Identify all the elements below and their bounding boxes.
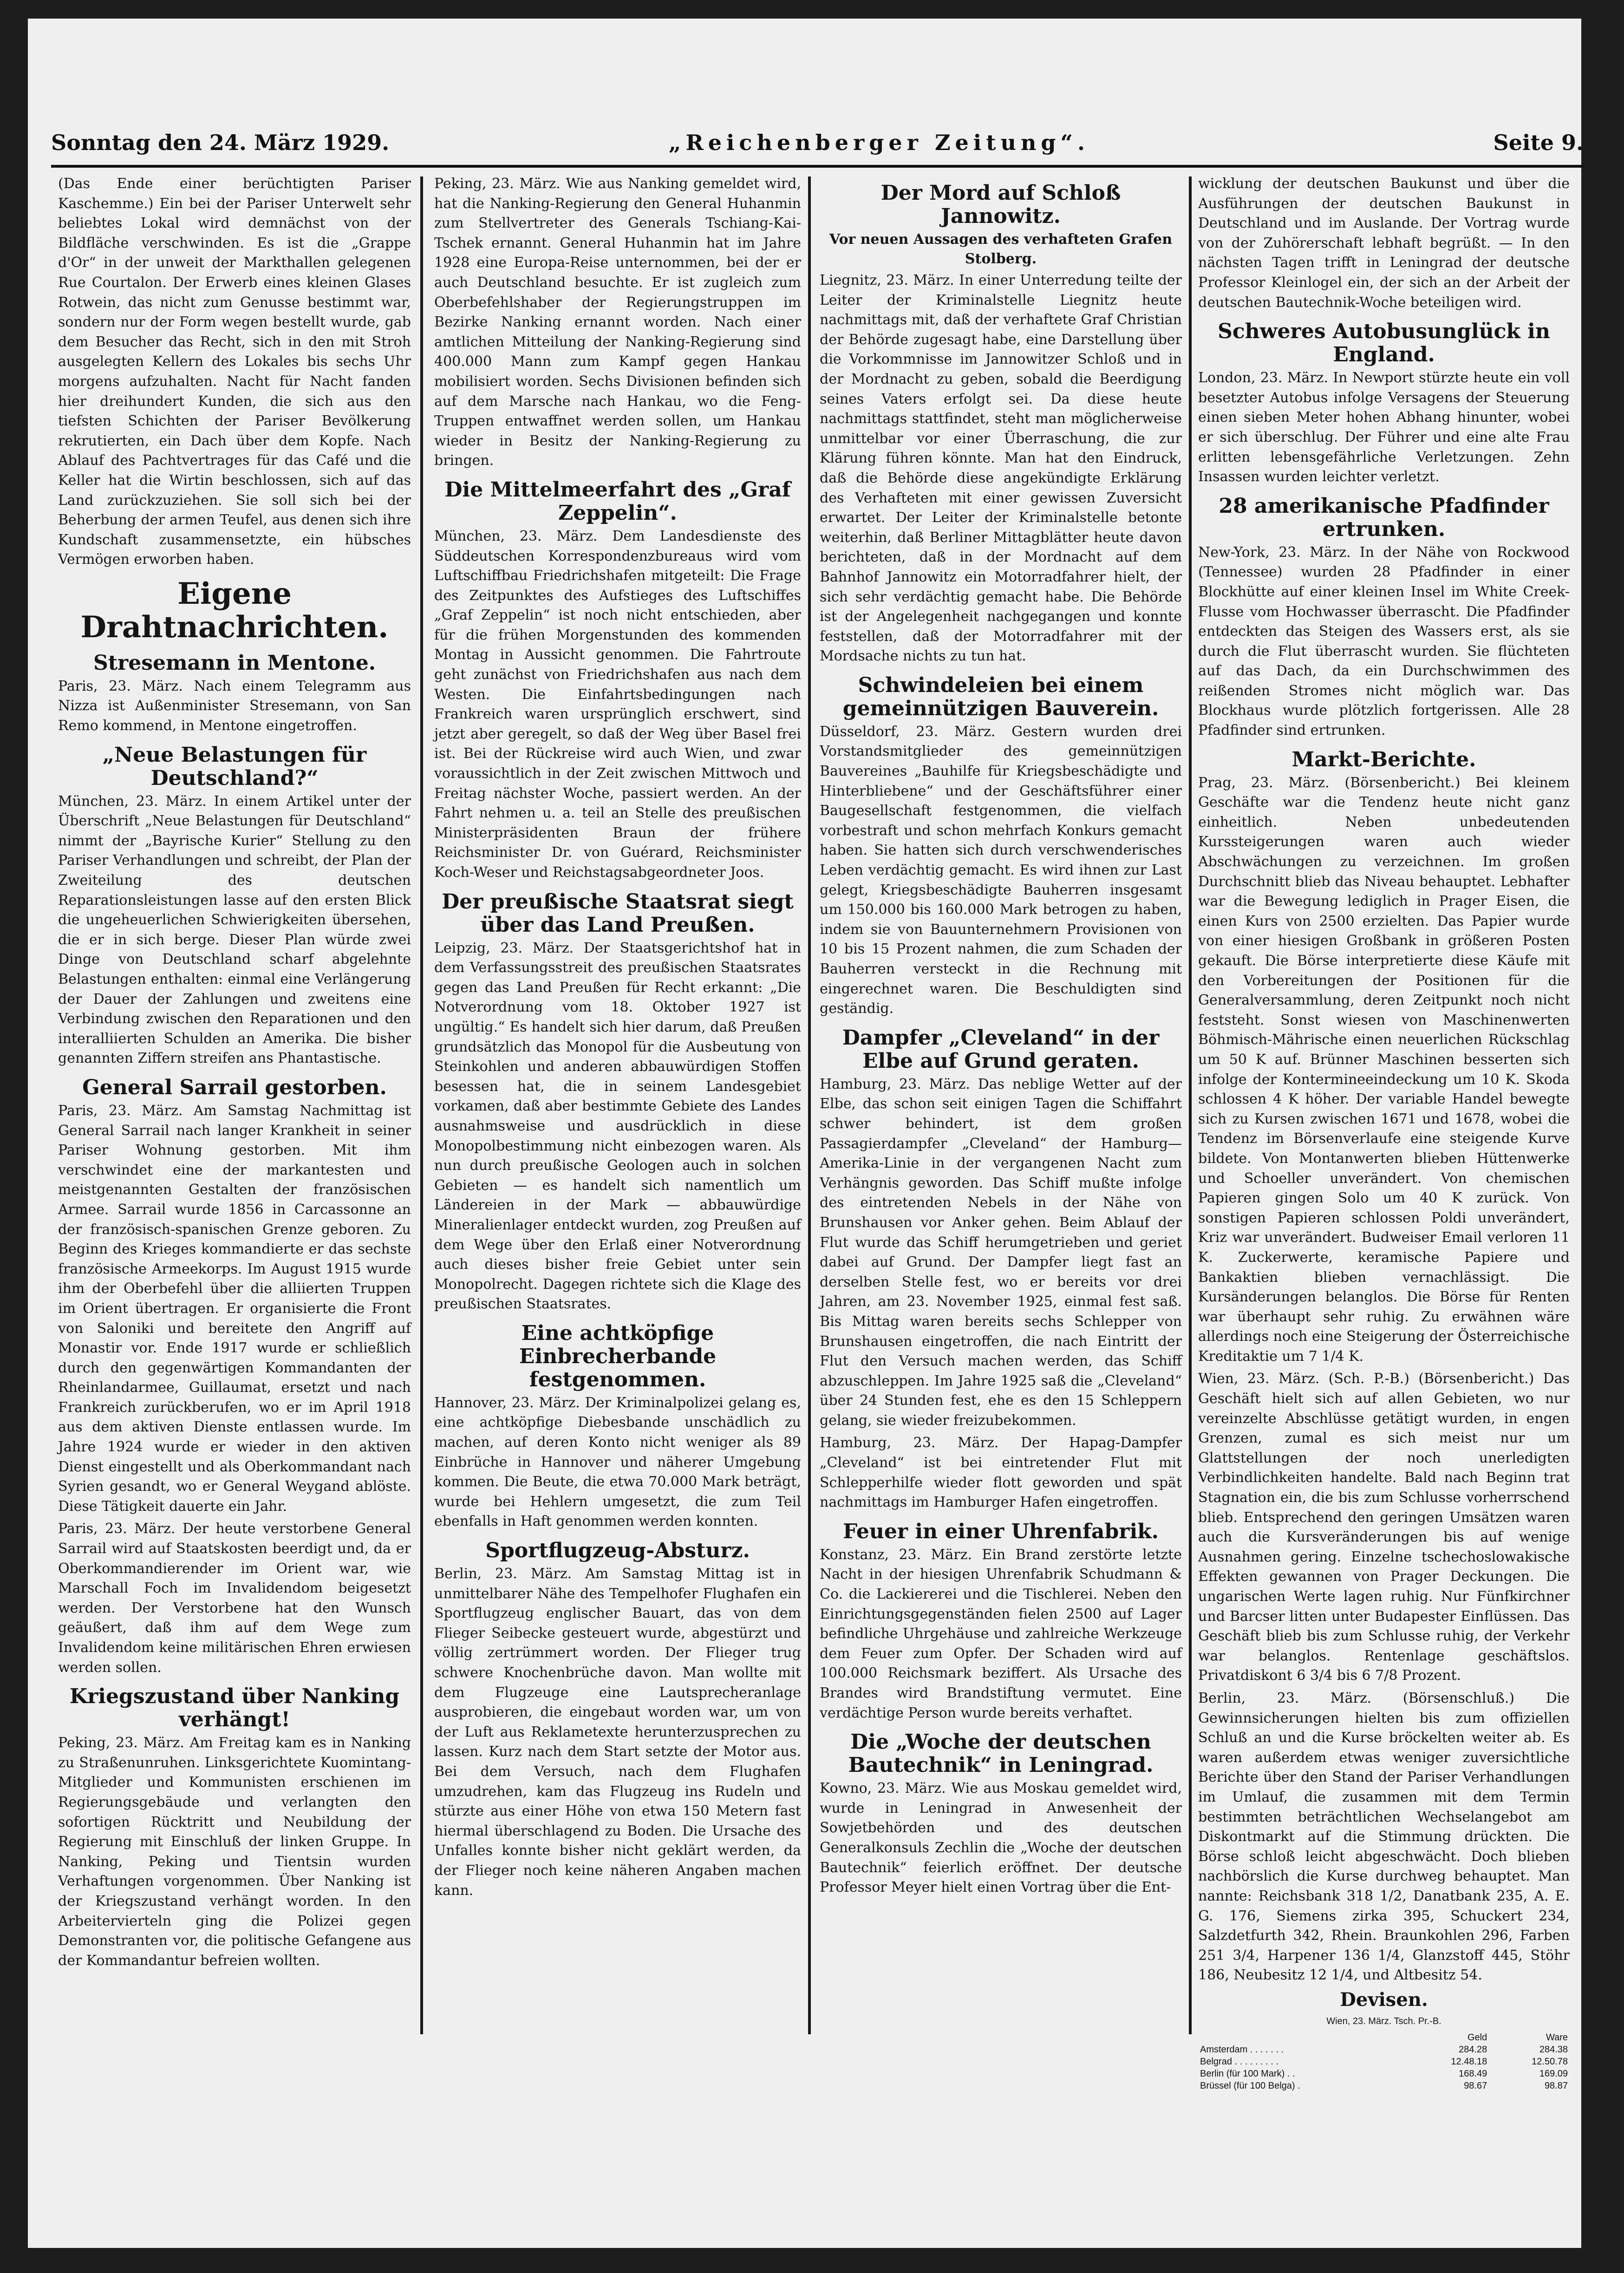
article-bautechnik: Kowno, 23. März. Wie aus Moskau gemeldet wird, wurde in Leningrad in Anwesenheit der Sowjetbehörden und des deutschen Generalkonsuls Zechlin die „Woche der deutschen Bautechnik“ feierlich eröffnet. Der deutsche Professor Meyer hielt einen Vortrag über die Ent-	[820, 1780, 1182, 1896]
headline-bautechnik: Die „Woche der deutschen Bautechnik“ in Leningrad.	[848, 1730, 1154, 1777]
devisen-row	[1198, 2068, 1570, 2080]
devisen-ware: 98.87	[1544, 2081, 1568, 2091]
headline-belastungen: „Neue Belastungen für Deutschland?“	[102, 743, 367, 790]
headline-zeppelin: Die Mittelmeerfahrt des „Graf Zeppelin“.	[444, 477, 791, 525]
devisen-table	[1198, 2031, 1570, 2092]
article-staatsrat: Leipzig, 23. März. Der Staatsgerichtshof hat in dem Verfassungsstreit des preußischen Staatsrates gegen das Land Preußen für Recht erkannt: „Die Notverordnung vom 18. Oktober 1927 ist ungültig.“ Es handelt sich hier darum, daß Preußen grundsätzlich das Monopol für die Ausbeutung von Steinkohlen und anderen abbauwürdigen Stoffen besessen hat, die in seinem Landesgebiet vorkamen, daß aber bestimmte Gebiete des Landes ausnahmsweise und ausdrücklich in diese Monopolbestimmung nicht einbezogen waren. Als nun durch preußische Geologen auch in solchen Gebieten — es handelt sich namentlich um Ländereien in der Mark — abbauwürdige Mineralienlager entdeckt wurden, zog Preußen auf dem Wege über den Erlaß einer Notverordnung auch dieses bisher freie Gebiet unter sein Monopolrecht. Dagegen richtete sich die Klage des preußischen Staatsrates.	[434, 940, 801, 1313]
column-4	[1198, 174, 1570, 2091]
article-belastungen: München, 23. März. In einem Artikel unter der Überschrift „Neue Belastungen für Deutschland“ nimmt der „Bayrische Kurier“ Stellung zu den Pariser Verhandlungen und schreibt, der Plan der Zweiteilung des deutschen Reparationsleistungen lasse auf den ersten Blick die ungeheuerlichen Schwierigkeiten übersehen, die er in sich berge. Dieser Plan würde zwei Dinge von Deutschland scharf abgelehnte Belastungen enthalten: einmal eine Verlängerung der Dauer der Zahlungen und zweitens eine Verbindung zwischen den Reparationen und den interalliierten Schulden an Amerika. Die bisher genannten Ziffern streifen ans Phantastische.	[58, 793, 411, 1067]
article-zeppelin: München, 23. März. Dem Landesdienste des Süddeutschen Korrespondenzbureaus wird vom Luftschiffbau Friedrichshafen mitgeteilt: Die Frage des Zeitpunktes des Aufstieges des Luftschiffes „Graf Zeppelin“ ist noch nicht entschieden, aber für die frühen Morgenstunden des kommenden Montag in Aussicht genommen. Die Fahrtroute geht zunächst von Friedrichshafen aus nach dem Westen. Die Einfahrtsbedingungen nach Frankreich waren ursprünglich erschwert, sind jetzt aber geregelt, so daß der Weg über Basel frei ist. Bei der Rückreise wird auch Wien, und zwar voraussichtlich in der Zeit zwischen Mittwoch und Freitag nächster Woche, passiert werden. An der Fahrt nehmen u. a. teil an Stelle des preußischen Ministerpräsidenten Braun der frühere Reichsminister Dr. von Guérard, Reichsminister Koch-Weser und Reichstagsabgeordneter Joos.	[434, 528, 801, 881]
article-jannowitz: Liegnitz, 23. März. In einer Unterredung teilte der Leiter der Kriminalstelle Liegnitz heute nachmittags mit, daß der verhaftete Graf Christian der Behörde zugesagt habe, eine Darstellung über die Vorkommnisse im Jannowitzer Schloß und in der Mordnacht zu geben, sobald die Beerdigung seines Vaters erfolgt sei. Da diese heute nachmittags stattfindet, steht man möglicherweise unmittelbar vor einer Überraschung, die zur Klärung führen könnte. Man hat den Eindruck, daß die Behörde diese angekündigte Erklärung des Verhafteten mit einer gewissen Zuversicht erwartet. Der Leiter der Kriminalstelle betonte weiterhin, daß Berliner Mittagblätter heute davon berichteten, daß in der Mordnacht auf dem Bahnhof Jannowitz ein Motorradfahrer hielt, der sich sehr verdächtig gemacht habe. Die Behörde ist der Angelegenheit nachgegangen und konnte feststellen, daß der Motorradfahrer mit der Mordsache nichts zu tun hat.	[820, 272, 1182, 665]
header-page-number: Seite 9.	[1493, 130, 1584, 155]
devisen-header-cell	[1198, 2031, 1409, 2044]
article-sportflugzeug: Berlin, 23. März. Am Samstag Mittag ist in unmittelbarer Nähe des Tempelhofer Flughafen ein Sportflugzeug englischer Bauart, das von dem Flieger Seibecke gesteuert wurde, abgestürzt und völlig zertrümmert worden. Der Flieger trug schwere Knochenbrüche davon. Man wollte mit dem Flugzeuge eine Lautsprecheranlage ausprobieren, die eingebaut worden war, um von der Luft aus Reklametexte herunterzusprechen zu lassen. Kurz nach dem Start setzte der Motor aus. Bei dem Versuch, nach dem Flughafen umzudrehen, kam das Flugzeug ins Rudeln und stürzte aus einer Höhe von etwa 150 Metern fast hiermal überschlagend zu Boden. Die Ursache des Unfalles konnte bisher nicht geklärt werden, da der Flieger noch keine näheren Angaben machen kann.	[434, 1566, 801, 1899]
article-markt-prag: Prag, 23. März. (Börsenbericht.) Bei kleinem Geschäfte war die Tendenz heute nicht ganz einheitlich. Neben unbedeutenden Kurssteigerungen waren auch wieder Abschwächungen zu verzeichnen. Im großen Durchschnitt blieb das Niveau behauptet. Lebhafter war die Bewegung lediglich in Prager Eisen, die einen Kurs von 2500 erzielten. Das Papier wurde von einer hiesigen Großbank in größeren Posten gekauft. Die Börse interpretierte diese Käufe mit den Vorbereitungen der Positionen für die Generalversammlung, deren Zeitpunkt noch nicht feststeht. Sonst wiesen von Maschinenwerten Böhmisch-Mährische einen neuerlichen Rückschlag um 50 K auf. Brünner Maschinen besserten sich infolge der Kontermineeindeckung um 10 K. Skoda schlossen 4 K höher. Der variable Handel bewegte sich zu Kursen zwischen 1671 und 1678, wobei die Tendenz im Börsenverlaufe eine steigende Kurve bildete. Von Montanwerten blieben Hüttenwerke und Schoeller unverändert. Von chemischen Papieren gingen Solo um 40 K zurück. Von sonstigen Papieren schlossen Poldi unverändert, Kriz war unverändert. Budweiser Email verloren 11 K. Zuckerwerte, keramische Papiere und Bankaktien blieben vernachlässigt. Die Kursänderungen belanglos. Die Börse für Renten war überhaupt sehr ruhig. Zu erwähnen wäre allerdings noch eine Steigerung der Österreichische Kreditaktie um 7 1/4 K.	[1198, 774, 1570, 1365]
article-einbrecher: Hannover, 23. März. Der Kriminalpolizei gelang es, eine achtköpfige Diebesbande unschädlich zu machen, auf deren Konto nicht weniger als 89 Einbrüche in Hannover und näherer Umgebung kommen. Die Beute, die etwa 70.000 Mark beträgt, wurde bei Hehlern umgesetzt, die zum Teil ebenfalls in Haft genommen werden konnten.	[434, 1394, 801, 1530]
devisen-geld: 12.48.18	[1451, 2057, 1487, 2067]
devisen-header-cell: Ware	[1546, 2032, 1568, 2043]
devisen-header-cell: Geld	[1467, 2032, 1487, 2043]
devisen-row	[1198, 2044, 1570, 2056]
article-nanking: Peking, 23. März. Am Freitag kam es in Nanking zu Straßenunruhen. Linksgerichtete Kuomintang-Mitglieder und Kommunisten erschienen im Regierungsgebäude und verlangten den sofortigen Rücktritt und Neubildung der Regierung mit Einschluß der linken Gruppe. In Nanking, Peking und Tientsin wurden Verhaftungen vorgenommen. Über Nanking ist der Kriegszustand verhängt worden. In den Arbeitervierteln ging die Polizei gegen Demonstranten vor, die politische Gefangene aus der Kommandantur befreien wollten.	[58, 1735, 411, 1969]
devisen-currency: Amsterdam . . . . . . .	[1200, 2044, 1284, 2055]
headline-jannowitz: Der Mord auf Schloß Jannowitz.	[880, 181, 1121, 228]
article-uhrenfabrik: Konstanz, 23. März. Ein Brand zerstörte letzte Nacht in der hiesigen Uhrenfabrik Schudmann & Co. die Lackiererei und die Tischlerei. Neben den Einrichtungsgegenständen fielen 2500 auf Lager befindliche Uhrgehäuse und zahlreiche Werkzeuge dem Feuer zum Opfer. Der Schaden wird auf 100.000 Reichsmark beziffert. Als Ursache des Brandes wird Brandstiftung vermutet. Eine verdächtige Person wurde bereits verhaftet.	[820, 1546, 1182, 1721]
devisen-caption: Wien, 23. März. Tsch. Pr.-B.	[1326, 2016, 1441, 2027]
column-2	[434, 174, 801, 2078]
column-divider	[1189, 176, 1192, 2034]
article-sarrail: Paris, 23. März. Am Samstag Nachmittag ist General Sarrail nach langer Krankheit in seiner Pariser Wohnung gestorben. Mit ihm verschwindet eine der markantesten und meistgenannten Gestalten der französischen Armee. Sarrail wurde 1856 in Carcassonne an der französisch-spanischen Grenze geboren. Zu Beginn des Krieges kommandierte er das sechste französische Armeekorps. Im August 1915 wurde ihm der Oberbefehl über die alliierten Truppen im Orient übertragen. Er organisierte die Front von Saloniki und bereitete den Angriff auf Monastir vor. Ende 1917 wurde er schließlich durch den gegenwärtigen Kommandanten der Rheinlandarmee, Guillaumat, ersetzt und nach Frankreich zurückberufen, wo er im April 1918 aus dem aktiven Dienste entlassen wurde. Im Jahre 1924 wurde er wieder in den aktiven Dienst eingestellt und als Oberkommandant nach Syrien gesandt, wo er General Weygand ablöste. Diese Tätigkeit dauerte ein Jahr.	[58, 1102, 411, 1515]
column-1	[58, 174, 411, 2078]
devisen-ware: 169.09	[1539, 2069, 1568, 2079]
devisen-currency: Brüssel (für 100 Belga) .	[1200, 2081, 1300, 2091]
subheadline-jannowitz: Vor neuen Aussagen des verhafteten Grafen Stolberg.	[829, 231, 1173, 267]
headline-pfadfinder: 28 amerikanische Pfadfinder ertrunken.	[1219, 494, 1549, 541]
headline-nanking: Kriegszustand über Nanking verhängt!	[69, 1685, 400, 1732]
headline-uhrenfabrik: Feuer in einer Uhrenfabrik.	[843, 1519, 1159, 1543]
headline-cleveland: Dampfer „Cleveland“ in der Elbe auf Grund geraten.	[842, 1025, 1160, 1073]
column-divider	[420, 176, 423, 2034]
devisen-geld: 98.67	[1464, 2081, 1487, 2091]
headline-autobus: Schweres Autobusunglück in England.	[1218, 320, 1550, 367]
headline-sarrail: General Sarrail gestorben.	[82, 1075, 387, 1099]
devisen-currency: Berlin (für 100 Mark) . .	[1200, 2069, 1295, 2079]
header-masthead: „Reichenberger Zeitung“.	[669, 130, 1090, 155]
section-heading-drahtnachrichten: Eigene Drahtnachrichten.	[80, 576, 389, 645]
article-bauverein: Düsseldorf, 23. März. Gestern wurden drei Vorstandsmitglieder des gemeinnützigen Bauvereines „Bauhilfe für Kriegsbeschädigte und Hinterbliebene“ und der Geschäftsführer einer Baugesellschaft festgenommen, die vielfach vorbestraft und schon mehrfach Konkurs gemacht haben. Sie hatten sich durch verschwenderisches Leben verdächtig gemacht. Es wird ihnen zur Last gelegt, Kriegsbeschädigte Bauherren insgesamt um 150.000 bis 160.000 Mark betrogen zu haben, indem sie von Bauunternehmern Provisionen von 10 bis 15 Prozent nahmen, die zum Schaden der Bauherren versteckt in die Rechnung mit eingerechnet waren. Die Beschuldigten sind geständig.	[820, 723, 1182, 1017]
headline-staatsrat: Der preußische Staatsrat siegt über das Land Preußen.	[442, 889, 794, 937]
devisen-header-row	[1198, 2031, 1570, 2044]
article-cleveland-followup: Hamburg, 23. März. Der Hapag-Dampfer „Cleveland“ ist bei eintretender Flut mit Schlepperhilfe wieder flott geworden und spät nachmittags im Hamburger Hafen eingetroffen.	[820, 1435, 1182, 1511]
column-divider	[808, 176, 811, 2034]
column-3	[820, 174, 1182, 2078]
devisen-ware: 284.38	[1539, 2044, 1568, 2055]
page-header	[51, 125, 1584, 163]
article-cleveland: Hamburg, 23. März. Das neblige Wetter auf der Elbe, das schon seit einigen Tagen die Schiffahrt schwer behindert, ist dem großen Passagierdampfer „Cleveland“ der Hamburg—Amerika-Linie in der vergangenen Nacht zum Verhängnis geworden. Das Schiff mußte infolge des eintretenden Nebels in der Nähe von Brunshausen vor Anker gehen. Beim Ablauf der Flut wurde das Schiff herumgetrieben und geriet dabei auf Grund. Der Dampfer liegt fast an derselben Stelle fest, wo er bereits vor drei Jahren, am 23. November 1925, einmal fest saß. Bis Mittag waren bereits sechs Schlepper von Brunshausen eingetroffen, die nach Eintritt der Flut den Versuch machen werden, das Schiff abzuschleppen. Im Jahre 1925 saß die „Cleveland“ über 24 Stunden fest, ehe es den 15 Schleppern gelang, sie wieder freizubekommen.	[820, 1076, 1182, 1429]
devisen-row	[1198, 2080, 1570, 2092]
header-date: Sonntag den 24. März 1929.	[51, 130, 390, 155]
article-markt-wien: Wien, 23. März. (Sch. P.-B.) (Börsenbericht.) Das Geschäft hielt sich auf allen Gebieten, wo nur vereinzelte Abschlüsse getätigt wurden, in engen Grenzen, zumal es sich meist nur um Glattstellungen der noch unerledigten Verbindlichkeiten handelte. Bald nach Beginn trat Stagnation ein, die bis zum Schlusse vorherrschend blieb. Entsprechend den geringen Umsätzen waren auch die Kursveränderungen bis auf wenige Ausnahmen gering. Einzelne tschechoslowakische Effekten gewannen von Prager Deckungen. Die ungarischen Werte lagen ruhig. Nur Fünfkirchner und Barcser litten unter Budapester Einflüssen. Das Geschäft blieb bis zum Schlusse ruhig, der Verkehr war belanglos. Rentenlage geschäftslos. Privatdiskont 6 3/4 bis 6 7/8 Prozent.	[1198, 1371, 1570, 1684]
headline-stresemann: Stresemann in Mentone.	[93, 651, 376, 675]
article-markt-berlin: Berlin, 23. März. (Börsenschluß.) Die Gewinnsicherungen hielten bis zum offiziellen Schluß an und die Kurse bröckelten weiter ab. Es waren außerdem etwas weniger zuversichtliche Berichte über den Stand der Pariser Verhandlungen im Umlauf, die zusammen mit dem Termin bestimmten beträchtlichen Wechselangebot am Diskontmarkt auf die Stimmung drückten. Die Börse schloß leicht abgeschwächt. Doch blieben nachbörslich die Kurse durchweg behauptet. Man nannte: Reichsbank 318 1/2, Danatbank 235, A. E. G. 176, Siemens zirka 395, Schuckert 234, Salzdetfurth 342, Rhein. Braunkohlen 296, Farben 251 3/4, Harpener 136 1/4, Glanzstoff 445, Stöhr 186, Neubesitz 12 1/4, und Altbesitz 54.	[1198, 1690, 1570, 1984]
headline-bauverein: Schwindeleien bei einem gemeinnützigen Bauverein.	[842, 673, 1159, 720]
devisen-title: Devisen.	[1340, 1988, 1428, 2011]
article-kaschemme: (Das Ende einer berüchtigten Pariser Kaschemme.) Ein bei der Pariser Unterwelt sehr beliebtes Lokal wird demnächst von der Bildfläche verschwinden. Es ist die „Grappe d'Or“ in der unweit der Markthallen gelegenen Rue Courtalon. Der Erwerb eines kleinen Glases Rotwein, das nicht zum Genusse bestimmt war, sondern nur der Form wegen bestellt wurde, gab dem Besucher das Recht, sich in den mit Stroh ausgelegten Kellern des Lokales bis sechs Uhr morgens aufzuhalten. Nacht für Nacht fanden hier dreihundert Kunden, die sich aus den tiefsten Schichten der Pariser Bevölkerung rekrutierten, ein Dach über dem Kopfe. Nach Ablauf des Pachtvertrages für das Café und die Keller hat die Wirtin beschlossen, sich auf das Land zurückzuziehen. Sie soll sich bei der Beherbung der armen Teufel, aus denen sich ihre Kundschaft zusammensetzte, ein hübsches Vermögen erworben haben.	[58, 176, 411, 568]
devisen-row	[1198, 2056, 1570, 2068]
devisen-currency: Belgrad . . . . . . . . .	[1200, 2057, 1278, 2067]
article-sarrail-followup: Paris, 23. März. Der heute verstorbene General Sarrail wird auf Staatskosten beerdigt und, da er Oberkommandierender im Orient war, wie Marschall Foch im Invalidendom beigesetzt werden. Der Verstorbene hat den Wunsch geäußert, daß ihm auf dem Wege zum Invalidendom keine militärischen Ehren erwiesen werden sollen.	[58, 1521, 411, 1676]
article-huhanmin: Peking, 23. März. Wie aus Nanking gemeldet wird, hat die Nanking-Regierung den General Huhanmin zum Stellvertreter des Generals Tschiang-Kai-Tschek ernannt. General Huhanmin hat im Jahre 1928 eine Europa-Reise unternommen, bei der er auch Deutschland besuchte. Er ist zugleich zum Oberbefehlshaber der Regierungstruppen im Bezirke Nanking ernannt worden. Nach einer amtlichen Mitteilung der Nanking-Regierung sind 400.000 Mann zum Kampf gegen Hankau mobilisiert worden. Sechs Divisionen befinden sich auf dem Marsche nach Hankau, wo die Feng-Truppen entwaffnet werden sollen, um Hankau wieder in Besitz der Nanking-Regierung zu bringen.	[434, 176, 801, 469]
section-heading-markt: Markt-Berichte.	[1291, 747, 1476, 771]
article-autobus: London, 23. März. In Newport stürzte heute ein voll besetzter Autobus infolge Versagens der Steuerung einen sieben Meter hohen Abhang hinunter, wobei er sich überschlug. Der Führer und eine alte Frau erlitten lebensgefährliche Verletzungen. Zehn Insassen wurden leichter verletzt.	[1198, 370, 1570, 485]
article-bautechnik-continued: wicklung der deutschen Baukunst und über die Ausführungen der deutschen Baukunst in Deutschland und im Auslande. Der Vortrag wurde von der Zuhörerschaft lebhaft begrüßt. — In den nächsten Tagen trifft in Leningrad der deutsche Professor Kleinlogel ein, der sich an der Arbeit der deutschen Bautechnik-Woche beteiligen wird.	[1198, 176, 1570, 311]
header-rule	[51, 165, 1584, 168]
devisen-ware: 12.50.78	[1532, 2057, 1568, 2067]
article-pfadfinder: New-York, 23. März. In der Nähe von Rockwood (Tennessee) wurden 28 Pfadfinder in einer Blockhütte auf einer kleinen Insel im White Creek-Flusse vom Hochwasser überrascht. Die Pfadfinder entdeckten das Steigen des Wassers erst, als sie durch die Flut überrascht wurden. Sie flüchteten auf das Dach, da ein Durchschwimmen des reißenden Stromes nicht möglich war. Das Blockhaus wurde plötzlich fortgerissen. Alle 28 Pfadfinder sind ertrunken.	[1198, 544, 1570, 739]
headline-sportflugzeug: Sportflugzeug-Absturz.	[485, 1539, 750, 1563]
headline-einbrecher: Eine achtköpfige Einbrecherbande festgenommen.	[519, 1321, 717, 1391]
article-stresemann: Paris, 23. März. Nach einem Telegramm aus Nizza ist Außenminister Stresemann, von San Remo kommend, in Mentone eingetroffen.	[58, 678, 411, 734]
devisen-geld: 168.49	[1459, 2069, 1487, 2079]
devisen-geld: 284.28	[1459, 2044, 1487, 2055]
